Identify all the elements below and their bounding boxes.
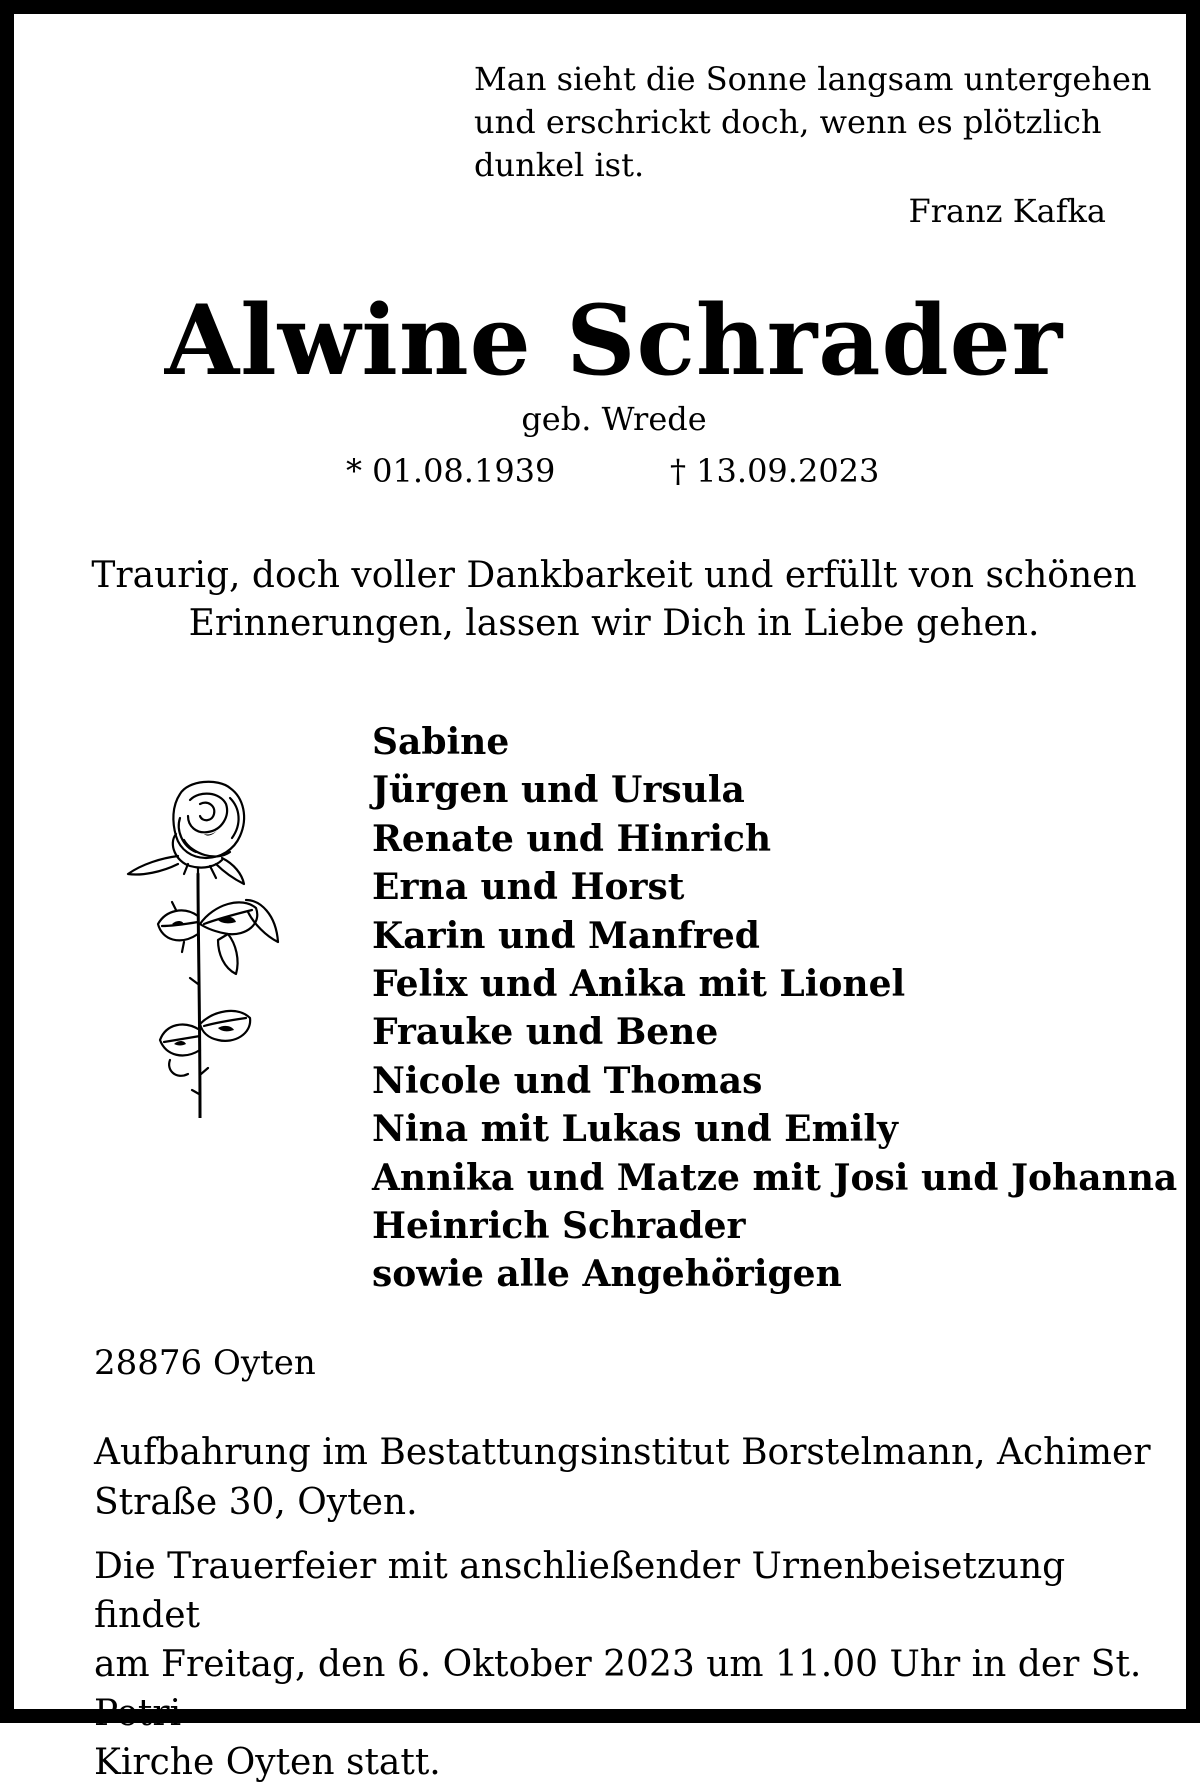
birth-name: geb. Wrede — [521, 400, 707, 438]
list-item: Renate und Hinrich — [372, 817, 772, 860]
rose-icon — [118, 774, 288, 1118]
list-item: Karin und Manfred — [372, 914, 760, 957]
ceremony-notice: Die Trauerfeier mit anschließender Urnenbeisetzung findet am Freitag, den 6. Oktober 2023 um 11.00 Uhr in der St. Petri Kirche Oyten statt. — [94, 1546, 1142, 1783]
list-item: sowie alle Angehörigen — [372, 1253, 842, 1296]
death-date: † 13.09.2023 — [670, 452, 880, 490]
list-item: Sabine — [372, 721, 510, 763]
epigraph-quote: Man sieht die Sonne langsam untergehen und erschrickt doch, wenn es plötzlich dunkel ist. — [474, 60, 1152, 184]
lying-in-state-notice: Aufbahrung im Bestattungsinstitut Borstelmann, Achimer Straße 30, Oyten. — [94, 1432, 1151, 1523]
list-item: Jürgen und Ursula — [372, 769, 745, 812]
list-item: Frauke und Bene — [372, 1011, 719, 1054]
intro-text: Traurig, doch voller Dankbarkeit und erfüllt von schönen Erinnerungen, lassen wir Dich in Liebe gehen. — [91, 555, 1137, 644]
birth-date: * 01.08.1939 — [346, 452, 556, 490]
list-item: Felix und Anika mit Lionel — [372, 963, 906, 1006]
epigraph-author: Franz Kafka — [908, 192, 1106, 230]
deceased-name: Alwine Schrader — [164, 284, 1064, 397]
list-item: Erna und Horst — [372, 866, 685, 909]
list-item: Annika und Matze mit Josi und Johanna — [372, 1156, 1178, 1199]
list-item: Nina mit Lukas und Emily — [372, 1108, 898, 1151]
list-item: Heinrich Schrader — [372, 1205, 746, 1248]
mourners-list — [372, 718, 1177, 1299]
list-item: Nicole und Thomas — [372, 1059, 763, 1102]
place-line: 28876 Oyten — [94, 1343, 316, 1383]
